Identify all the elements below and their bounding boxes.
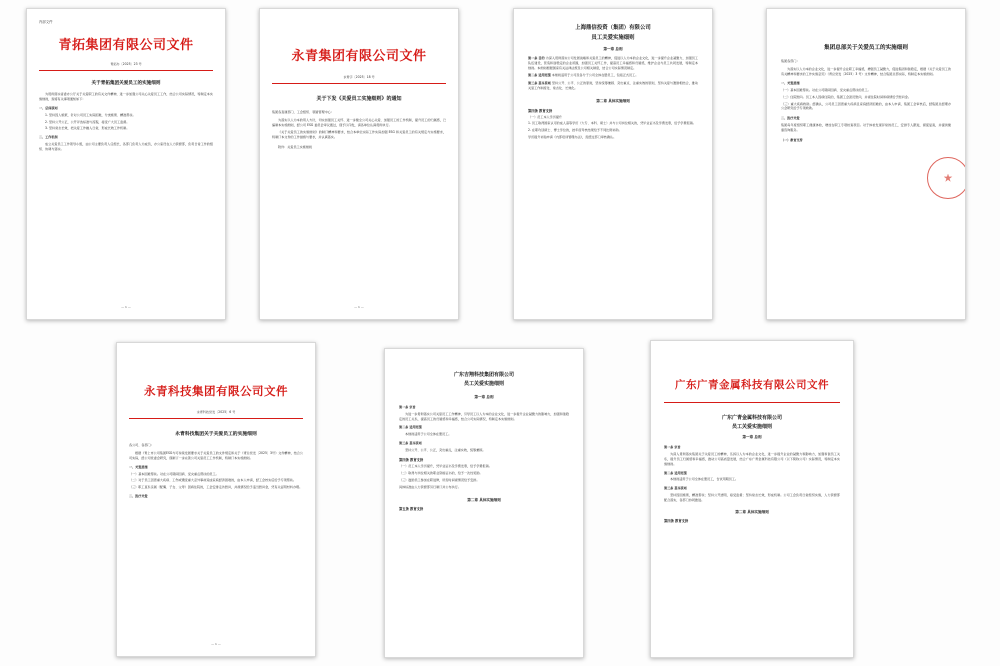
section-item: （二）对于员工因患重大疾病、工伤或遭受重大意外事故造成家庭经济困难的，由本人申请，经工会核实后给予专项帮扶。 [129,478,297,483]
recipient-line: 集团各直属部门、工会组织、领属管理中心： [272,110,334,115]
article-item: 学历提升补贴申请《内部培训管理办法》，需经过部门审核确认。 [528,135,617,140]
body-paragraph: 2. 坚持公开公正，公开评选标准与流程，接受广大员工监督。 [45,119,130,124]
page-number [781,299,951,303]
body-heading: 二、工作机制 [39,135,58,140]
page-number [664,641,840,645]
article-item: （三）鼓励员工参加在职进修，所需时间视情况给予安排。 [399,478,480,483]
article-number: 第一条 目的 [528,56,545,60]
document-number: 永青字〔2025〕18 号 [343,75,375,79]
document-subject: 永青科技集团关于关爱员工的实施细则 [175,431,257,438]
document-header-line-1: 上海鼎信投资（集团）有限公司 [575,25,651,31]
article-number: 第三条 基本原则 [664,486,687,491]
article-heading: 第四条 教育支持 [528,108,553,113]
chapter-heading: 第二章 具体实施细则 [735,510,769,515]
section-heading: （一）教育支持 [781,137,803,142]
recipient-line: 各公司、各部门： [129,443,154,448]
article-heading: 第四条 教育支持 [664,519,689,524]
document-title: 广东广青金属科技有限公司文件 [675,379,829,391]
section-heading: 一、关爱措施 [129,464,148,469]
document-subject: 关于下发《关爱员工实施细则》的通知 [316,96,402,103]
page-number: — 1 — [121,305,131,309]
document-thumbnail-group-hq[interactable] [766,8,966,320]
page-number: — 1 — [354,305,364,309]
article-number: 第二条 适用范围 [399,425,422,430]
document-thumbnail-qingtuo[interactable] [26,8,226,320]
article-number: 第一条 宗旨 [399,405,416,409]
page-number: — 1 — [211,642,221,646]
document-header-line-1: 集团总部关于关爱员工的实施细则 [824,45,908,51]
article-text: 坚持公开、公平、公正，突出重点，注重实效，统筹兼顾。 [405,447,486,452]
document-thumbnail-shanghai-dingxin[interactable] [513,8,713,320]
section-heading: 二、医疗关爱 [781,116,800,121]
article-number: 第二条 适用范围 [528,73,551,78]
attachment-line: 附件：关爱员工实施细则 [278,145,313,150]
section-heading: 一、关爱措施 [781,81,800,86]
classification-label: 内部文件 [39,20,53,24]
article-item: 具体标准由人力资源部另行制订并公布执行。 [399,484,461,489]
article-heading: 第五条 教育支持 [399,506,424,511]
article-text: 为深入贯彻落实公司发展战略和关爱员工的精神，促进以人为本的企业文化，进一步提升企业凝聚力，加强员工队伍建设，营造和谐稳定的企业氛围，加强员工关怀工作，提高员工幸福感和归属感，维护企业与员工共同发展，特制定本细则。本细则根据国家有关法律法规及公司相关制度，结合公司实际情况制定。 [528,56,699,70]
chapter-heading: 第二章 具体实施细则 [467,497,501,502]
article-text: 坚持公开、公平、公正的原则，坚持统筹兼顾、突出重点、注重实效的原则，坚持关爱与激励相结合，推动关爱工作制度化、常态化、长效化。 [528,81,699,90]
body-paragraph: 1. 坚持因人施策，针对公司员工实际困难，分类施策、精准帮扶。 [45,112,136,117]
recipient-line: 集团各部门： [781,59,800,63]
body-paragraph: 为落实以人为本的用人方针，切实加强员工关怀、进一步健全公司关心关爱、加强员工的工作机制，提升员工的归属感，已编制本实施细则，经公司 ESG 委员会审议通过，现予以印发，请各单位认真贯彻执行。 [272,118,446,127]
section-item: （一）基本困难帮扶。对在公司期间因病、受灾重点帮扶的员工。 [129,471,219,476]
article-text: 为深入贯彻落实集团关于关爱员工的精神，弘扬以人为本的企业文化，进一步提升企业的凝聚力和影响力，加强和谐员工关系，提升员工归属感和幸福感，推动公司高质量发展，结合广东广青金属科技有限公司（以下简称公司）实际情况，特制定本实施细则。 [664,452,840,466]
article-text: 本细则适用于公司及各分子公司全体在册员工，包括正式员工。 [551,73,639,78]
article-number: 第三条 基本原则 [528,81,551,86]
document-header-line-1: 广东吉翔科技集团有限公司 [453,372,514,378]
document-subject-line-2: 员工关爱实施细则 [731,424,772,431]
document-title: 永青科技集团有限公司文件 [144,384,288,398]
article-item: （一）员工本人学历提升，凭毕业证书及学费发票，给予学费报销。 [399,464,492,469]
document-thumbnail-guangqing-metal[interactable] [650,340,854,658]
chapter-heading: 第一章 总则 [742,435,762,440]
section-item: （三）职工直系亲属（配偶、子女、父母）因病住院的，工会安排走访慰问，并视情况给予适当慰问金，凭有关证明材料办理。 [129,485,303,490]
article-item: （二）取得与岗位相关的职业资格证书的，给予一次性奖励。 [399,471,483,476]
article-number: 第一条 宗旨 [664,445,681,450]
chapter-heading: 第二章 具体实施细则 [596,98,630,103]
article-number: 第二条 适用范围 [664,470,687,475]
article-text: 本细则适用于公司全体在册员工。 [405,432,452,437]
article-item: 2. 在职攻读硕士、博士学位的，按年度考核结果给予不同比例补助。 [528,128,622,133]
article-item: 1. 员工取得国家认可的成人高等学历（大专、本科、硕士）并与公司岗位相关的，凭毕业证书及学费发票，给予学费报销。 [528,121,696,126]
body-paragraph: 成立关爱员工工作领导小组，由公司主要负责人任组长，各部门负责人为成员，办公室设在人力资源部，负责日常工作的组织、协调与落实。 [39,141,213,151]
section-heading: 二、医疗关爱 [129,493,148,498]
document-header-line-2: 员工关爱实施细则 [591,35,635,41]
article-heading: 第四条 教育支持 [399,458,424,463]
chapter-heading: 第一章 总则 [603,47,623,51]
article-text: 为进一步贯彻落实公司关爱员工工作精神，引导员工以人为本的企业文化，进一步提升企业凝聚力的影响力，加强和谐稳定的员工关系，提高员工的归属感和幸福感，结合公司实际情况，特制定本实施细则。 [399,411,569,421]
document-number: 青拓办〔2025〕23 号 [110,62,142,66]
section-item: （二）住院慰问。员工本人因病住院的，集团工会派员慰问，并视住院时间和病情给予慰问金。 [781,94,911,99]
body-paragraph: 根据《青上市公司集团ESG与可持续发展要求关于关爱员工的文件规定和关于《青总党发〔2025〕3号》文件精神，结合公司实际，经公司党委会研究，现制订一步完善公司关爱员工工作机制，特制订本实施细则。 [129,451,303,460]
document-title: 永青集团有限公司文件 [291,49,427,64]
document-subject-line-1: 广东广青金属科技有限公司 [721,415,782,422]
body-paragraph: 为落实以人为本的企业文化，进一步提升企业职工幸福感，增强员工凝聚力，促进集团和谐稳定，根据《关于关爱员工的有关精神和要求的工作实施意见》（青总党发〔2025〕3 号）文件精神，结合集团总部实际，特制定本实施细则。 [781,66,951,76]
section-item: （一）基本困难帮扶。对在公司期间因病、受灾重点帮扶的员工。 [781,88,871,93]
body-heading: 一、总体原则 [39,105,58,110]
chapter-heading: 第一章 总则 [474,395,494,399]
red-company-seal-icon [927,157,966,199]
body-paragraph: 《关于关爱员工的实施细则》的制订精神和要求，结合本单位实际工作实际加强 ESG 和关爱员工的有关规定与实施要求，特制订本文件的工作措施与要求，并认真落实。 [272,129,446,139]
document-header-line-2: 员工关爱实施细则 [463,381,504,387]
article-item: （一）员工本人学历提升 [528,114,563,119]
page-number [528,301,698,305]
document-subject: 关于青拓集团关爱员工的实施细则 [91,81,161,87]
body-paragraph: 3. 坚持常态长效，把关爱工作融入日常，形成长效工作机制。 [45,126,130,131]
article-number: 第三条 基本原则 [399,440,422,445]
document-thumbnail-jixiang-tech[interactable] [384,348,584,658]
body-paragraph: 为贯彻落实省委办公厅关于关爱职工的有关文件精神，进一步加强公司关心关爱员工工作，结合公司实际情况，特制定本实施细则，现将有关事项通知如下： [39,92,213,102]
page-number [399,639,569,643]
document-number: 永青科技党发〔2025〕6 号 [196,410,236,414]
document-thumbnail-yongqing-group[interactable] [259,8,459,320]
article-text: 坚持因困施策，精准帮扶；坚持公开透明，接受监督；坚持常态长效，形成机制。公司工会负责日常组织实施，人力资源部配合落实，各部门协同推进。 [664,492,840,502]
document-thumbnail-yongqing-tech[interactable] [116,342,316,657]
article-text: 本细则适用于公司全体在册员工，含试用期员工。 [670,477,739,482]
section-item: 集团每年度组织职工健康体检，增加女职工专项检查项目。对于体检发现异常的员工，安排专人跟进，督促复查，并提供健康咨询服务。 [781,123,951,132]
document-title: 青拓集团有限公司文件 [58,38,194,53]
section-item: （三）重大疾病救助。经确认，公司员工因患重大疾病且家庭经济困难的，由本人申请，集团工会审核后，经集团总经理办公会研究给予专项救助。 [781,101,951,111]
